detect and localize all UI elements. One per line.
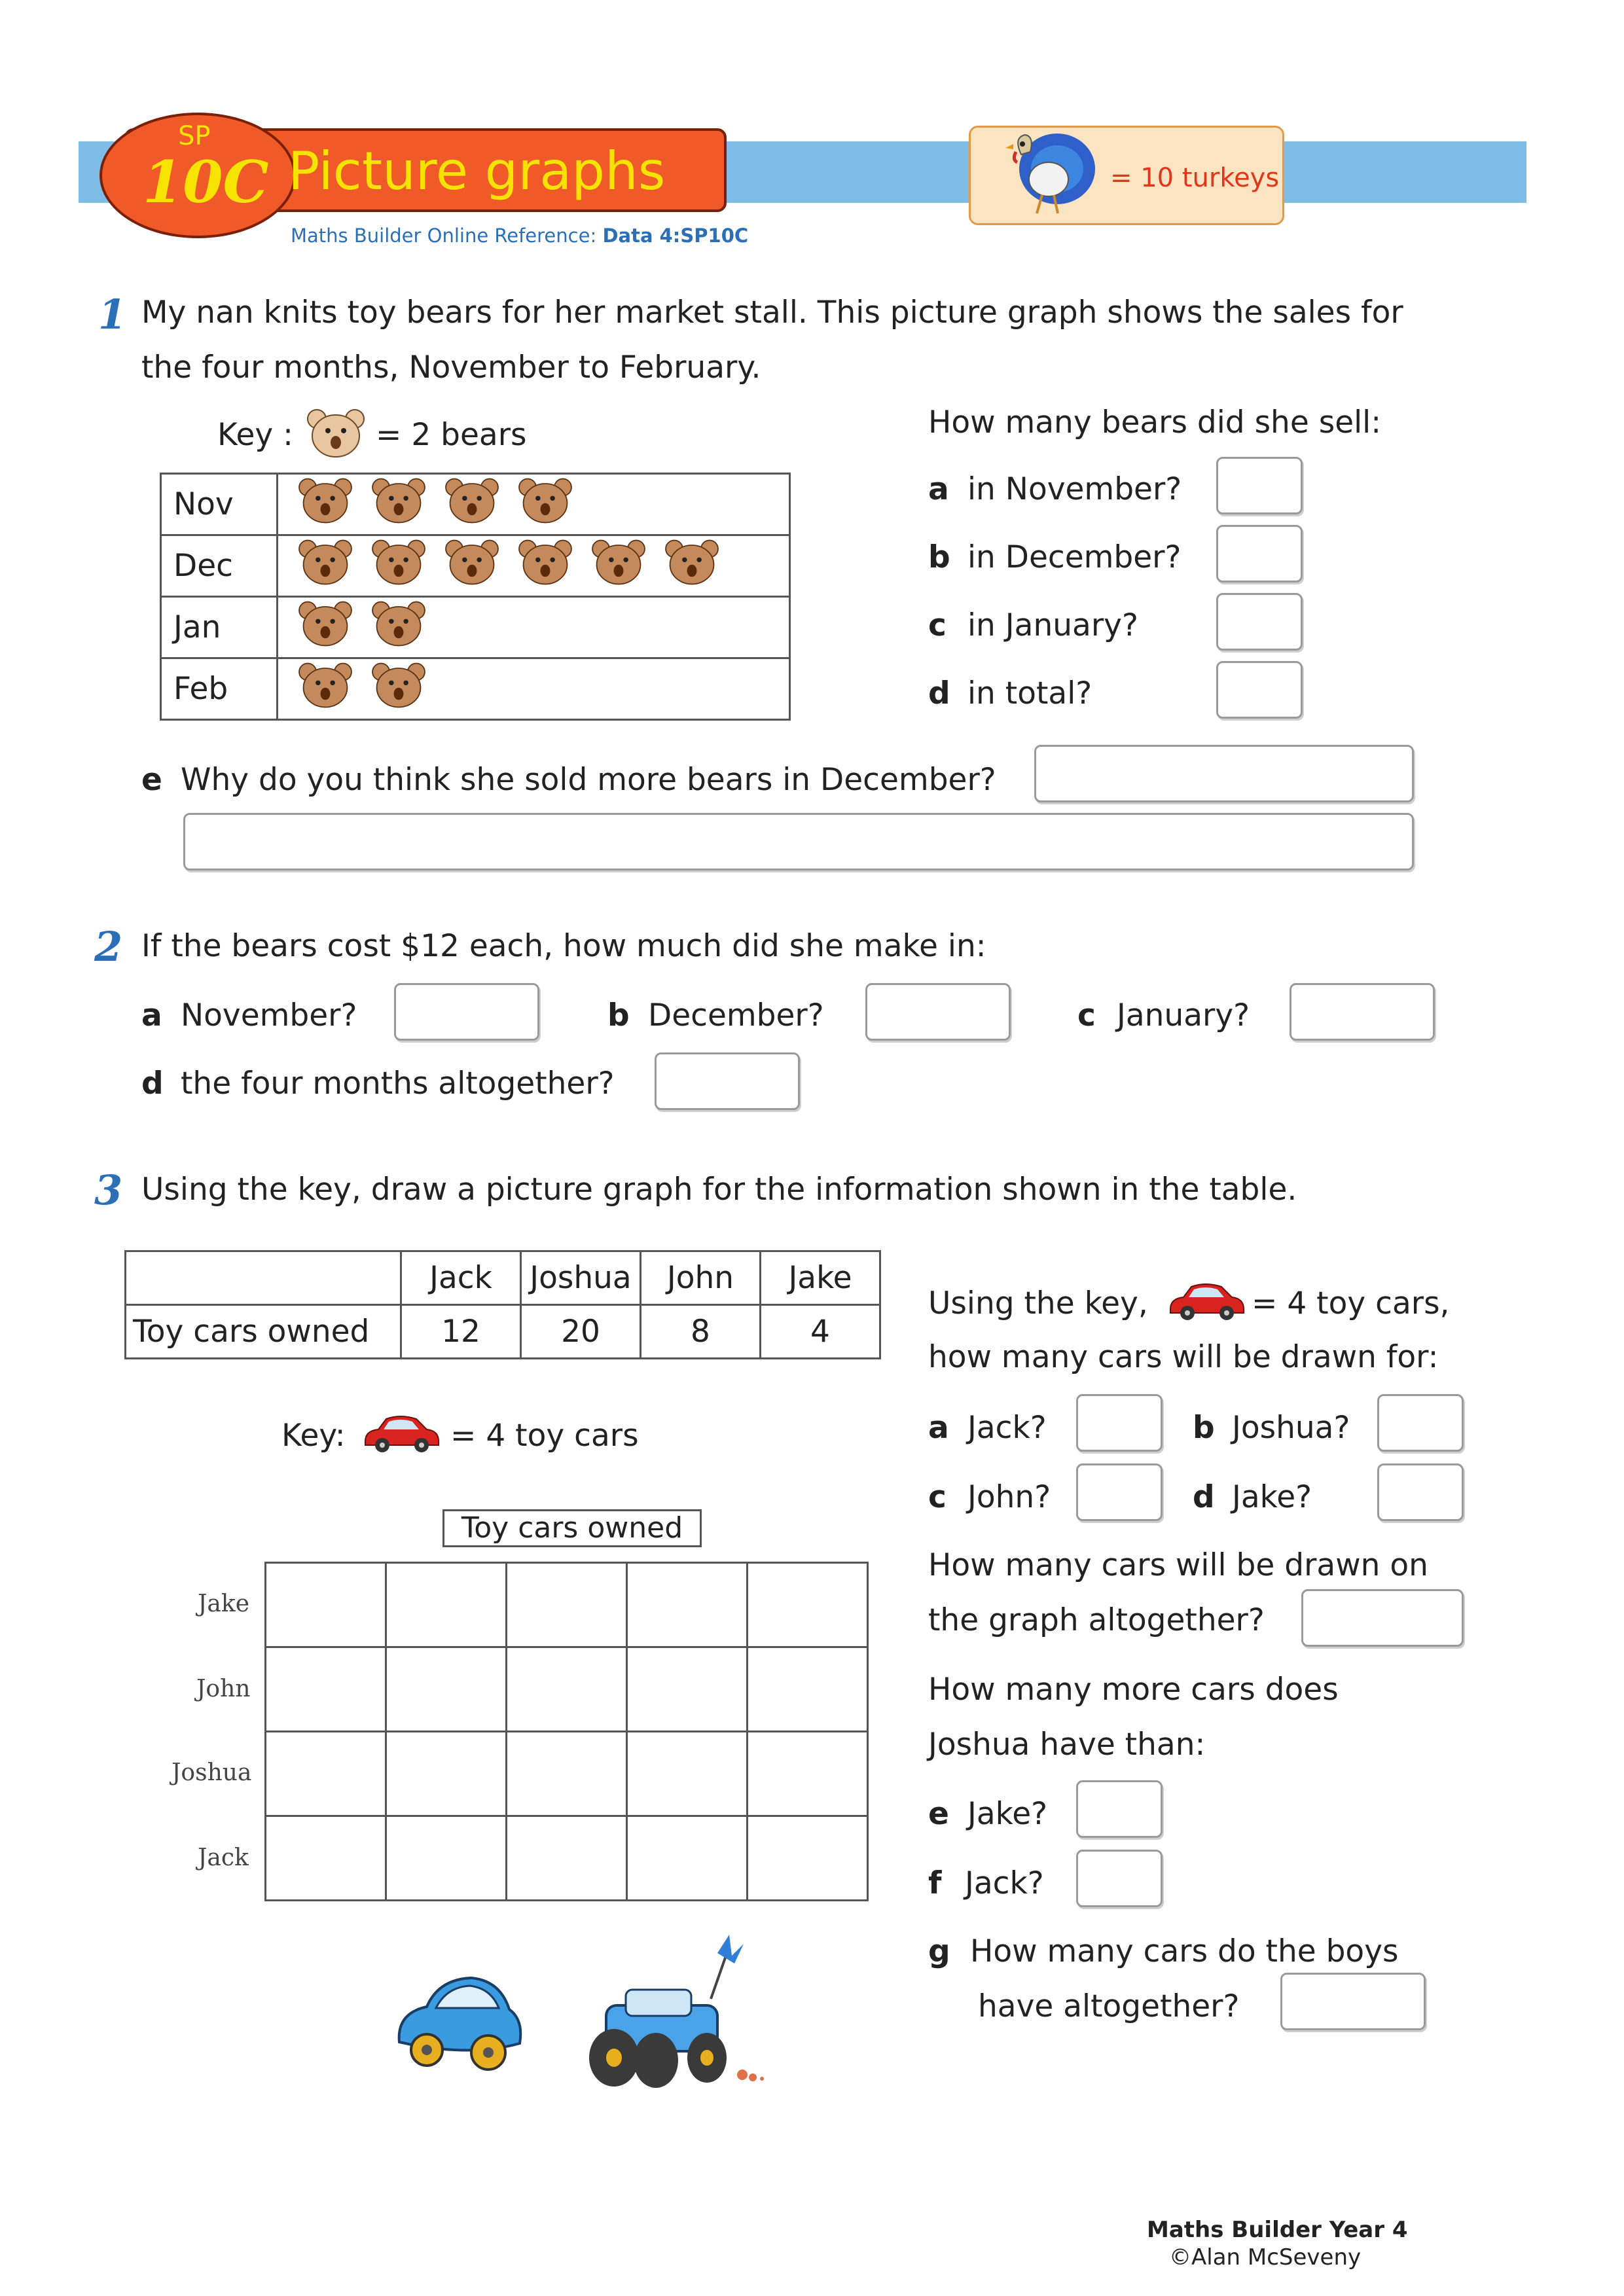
graph-grid-row[interactable] xyxy=(266,1816,868,1901)
q3-a-answer-box[interactable] xyxy=(1076,1394,1163,1452)
graph-row-label-john: John xyxy=(196,1676,251,1702)
badge-top-text: SP xyxy=(178,121,211,151)
q3-more-line2: Joshua have than: xyxy=(928,1727,1206,1763)
q3-g-letter: g xyxy=(928,1933,950,1969)
bear-row-month: Nov xyxy=(161,474,278,535)
q1-answer-box[interactable] xyxy=(1216,525,1303,583)
cars-table-row-label: Toy cars owned xyxy=(126,1305,401,1359)
q1-answer-box[interactable] xyxy=(1216,593,1303,651)
q3-right-line2: how many cars will be drawn for: xyxy=(928,1339,1439,1375)
bear-icon xyxy=(516,475,574,534)
graph-grid-cell[interactable] xyxy=(386,1816,507,1901)
reference-label: Maths Builder Online Reference: xyxy=(291,224,597,247)
bear-icon xyxy=(663,537,721,596)
q3-key-prefix: Key: xyxy=(281,1418,346,1454)
reference-line xyxy=(291,226,748,245)
graph-grid-cell[interactable] xyxy=(266,1647,386,1732)
q2-b-answer-box[interactable] xyxy=(865,983,1011,1041)
page-title: Picture graphs xyxy=(288,141,666,202)
bear-row xyxy=(161,535,790,597)
bear-icon xyxy=(443,475,501,534)
q2-a-answer-box[interactable] xyxy=(394,983,539,1041)
q1-e-letter: e xyxy=(141,762,162,798)
cars-table-value-jake: 4 xyxy=(761,1305,880,1359)
cars-table-header-john: John xyxy=(641,1251,761,1305)
q3-g-line1: How many cars do the boys xyxy=(970,1933,1399,1969)
graph-grid-cell[interactable] xyxy=(748,1563,868,1647)
graph-grid-cell[interactable] xyxy=(507,1563,627,1647)
q3-f-letter: f xyxy=(928,1865,942,1901)
q2-d-text: the four months altogether? xyxy=(181,1066,615,1102)
graph-grid-row[interactable] xyxy=(266,1732,868,1816)
q1-part-letter: b xyxy=(928,539,950,575)
graph-grid-cell[interactable] xyxy=(507,1816,627,1901)
q3-number: 3 xyxy=(94,1166,123,1214)
graph-grid-cell[interactable] xyxy=(266,1816,386,1901)
graph-row-label-jack: Jack xyxy=(198,1844,249,1871)
graph-grid-cell[interactable] xyxy=(507,1732,627,1816)
q3-e-letter: e xyxy=(928,1796,949,1832)
q1-e-answer-box-2[interactable] xyxy=(183,813,1414,870)
graph-grid-cell[interactable] xyxy=(266,1563,386,1647)
graph-row-label-jake: Jake xyxy=(198,1590,250,1617)
q2-a-letter: a xyxy=(141,997,162,1033)
bear-icon xyxy=(370,598,427,657)
cars-table-value-joshua: 20 xyxy=(521,1305,641,1359)
q3-a-letter: a xyxy=(928,1410,949,1446)
q1-part-letter: d xyxy=(928,675,950,711)
bear-row-month: Feb xyxy=(161,658,278,720)
bear-row xyxy=(161,658,790,720)
bear-icon xyxy=(590,537,647,596)
q3-total-answer-box[interactable] xyxy=(1301,1589,1464,1647)
q3-a-text: Jack? xyxy=(967,1410,1047,1446)
q2-d-letter: d xyxy=(141,1066,164,1102)
bear-icon xyxy=(370,537,427,596)
q3-text: Using the key, draw a picture graph for the information shown in the table. xyxy=(141,1172,1297,1208)
graph-title: Toy cars owned xyxy=(442,1509,702,1547)
bear-row-month: Jan xyxy=(161,597,278,658)
red-car-icon xyxy=(361,1412,441,1456)
q3-d-answer-box[interactable] xyxy=(1377,1463,1464,1521)
bear-picture-graph xyxy=(160,473,791,721)
q2-number: 2 xyxy=(94,923,123,971)
bear-row xyxy=(161,474,790,535)
q1-answer-box[interactable] xyxy=(1216,457,1303,514)
q1-part-text: in January? xyxy=(967,607,1138,643)
q1-key-suffix: = 2 bears xyxy=(376,417,527,453)
q3-d-letter: d xyxy=(1193,1479,1215,1515)
graph-grid-cell[interactable] xyxy=(386,1732,507,1816)
q1-answer-box[interactable] xyxy=(1216,661,1303,719)
graph-row-label-joshua: Joshua xyxy=(171,1759,252,1786)
bear-icon xyxy=(443,537,501,596)
q1-number: 1 xyxy=(98,291,127,338)
q1-part-letter: c xyxy=(928,607,947,643)
bear-icon xyxy=(297,537,354,596)
cars-table-value-jack: 12 xyxy=(401,1305,521,1359)
q2-text: If the bears cost $12 each, how much did she make in: xyxy=(141,928,986,964)
q3-f-text: Jack? xyxy=(965,1865,1044,1901)
footer-author: ©Alan McSeveny xyxy=(1169,2244,1362,2270)
bear-icon xyxy=(305,406,367,461)
graph-grid-cell[interactable] xyxy=(748,1732,868,1816)
graph-grid-cell[interactable] xyxy=(627,1732,748,1816)
car-picture-graph-grid[interactable] xyxy=(264,1562,869,1901)
graph-grid-cell[interactable] xyxy=(266,1732,386,1816)
q1-part-text: in December? xyxy=(967,539,1182,575)
q3-f-answer-box[interactable] xyxy=(1076,1850,1163,1907)
graph-grid-cell[interactable] xyxy=(748,1647,868,1732)
badge-main-text: 10C xyxy=(143,148,269,216)
graph-grid-cell[interactable] xyxy=(386,1647,507,1732)
graph-grid-row[interactable] xyxy=(266,1563,868,1647)
q2-c-answer-box[interactable] xyxy=(1290,983,1435,1041)
q3-right-line1a: Using the key, xyxy=(928,1285,1148,1321)
monster-truck-illustration xyxy=(567,1927,770,2108)
reference-code: Data 4:SP10C xyxy=(602,224,749,247)
q3-b-letter: b xyxy=(1193,1410,1215,1446)
q3-c-letter: c xyxy=(928,1479,947,1515)
q2-b-letter: b xyxy=(607,997,630,1033)
bear-row-month: Dec xyxy=(161,535,278,597)
bear-icon xyxy=(370,660,427,719)
turkey-icon xyxy=(982,128,1106,224)
graph-grid-cell[interactable] xyxy=(748,1816,868,1901)
q3-right-line1b: = 4 toy cars, xyxy=(1252,1285,1450,1321)
turkey-key-text: = 10 turkeys xyxy=(1110,163,1280,193)
cars-table-value-john: 8 xyxy=(641,1305,761,1359)
q2-a-text: November? xyxy=(181,997,357,1033)
cars-table-header-joshua: Joshua xyxy=(521,1251,641,1305)
q3-more-line1: How many more cars does xyxy=(928,1672,1339,1708)
q3-e-text: Jake? xyxy=(967,1796,1048,1832)
q3-b-answer-box[interactable] xyxy=(1377,1394,1464,1452)
cars-table-header-jake: Jake xyxy=(761,1251,880,1305)
footer-book: Maths Builder Year 4 xyxy=(1147,2217,1408,2243)
q3-g-line2: have altogether? xyxy=(978,1988,1240,2024)
q2-d-answer-box[interactable] xyxy=(655,1052,800,1110)
cars-table-header-jack: Jack xyxy=(401,1251,521,1305)
graph-grid-cell[interactable] xyxy=(627,1816,748,1901)
graph-grid-row[interactable] xyxy=(266,1647,868,1732)
q1-part-letter: a xyxy=(928,471,949,507)
bear-icon xyxy=(370,475,427,534)
q3-d-text: Jake? xyxy=(1232,1479,1312,1515)
q1-e-answer-box-1[interactable] xyxy=(1034,745,1414,802)
q2-c-letter: c xyxy=(1077,997,1096,1033)
q1-part-text: in November? xyxy=(967,471,1182,507)
graph-grid-cell[interactable] xyxy=(627,1647,748,1732)
graph-grid-cell[interactable] xyxy=(386,1563,507,1647)
q3-total-line2: the graph altogether? xyxy=(928,1602,1265,1638)
q3-c-answer-box[interactable] xyxy=(1076,1463,1163,1521)
bear-icon xyxy=(297,475,354,534)
q3-total-line1: How many cars will be drawn on xyxy=(928,1547,1428,1583)
q3-key-suffix: = 4 toy cars xyxy=(450,1418,639,1454)
bear-icon xyxy=(297,660,354,719)
q3-c-text: John? xyxy=(967,1479,1051,1515)
bear-icon xyxy=(516,537,574,596)
q3-g-answer-box[interactable] xyxy=(1280,1973,1426,2030)
q2-b-text: December? xyxy=(648,997,824,1033)
q1-part-text: in total? xyxy=(967,675,1092,711)
bear-row xyxy=(161,597,790,658)
q1-line1: My nan knits toy bears for her market stall. This picture graph shows the sales for xyxy=(141,295,1403,331)
q1-e-text: Why do you think she sold more bears in December? xyxy=(181,762,996,798)
q3-e-answer-box[interactable] xyxy=(1076,1780,1163,1838)
q1-line2: the four months, November to February. xyxy=(141,350,761,386)
red-car-icon-2 xyxy=(1166,1280,1246,1323)
graph-grid-cell[interactable] xyxy=(507,1647,627,1732)
q2-c-text: January? xyxy=(1117,997,1250,1033)
q3-b-text: Joshua? xyxy=(1232,1410,1350,1446)
cars-table-corner xyxy=(126,1251,401,1305)
q1-prompt: How many bears did she sell: xyxy=(928,404,1382,440)
toy-cars-table xyxy=(124,1250,881,1359)
q1-key-prefix: Key : xyxy=(217,417,293,453)
graph-grid-cell[interactable] xyxy=(627,1563,748,1647)
bear-icon xyxy=(297,598,354,657)
blue-car-illustration xyxy=(390,1970,528,2081)
